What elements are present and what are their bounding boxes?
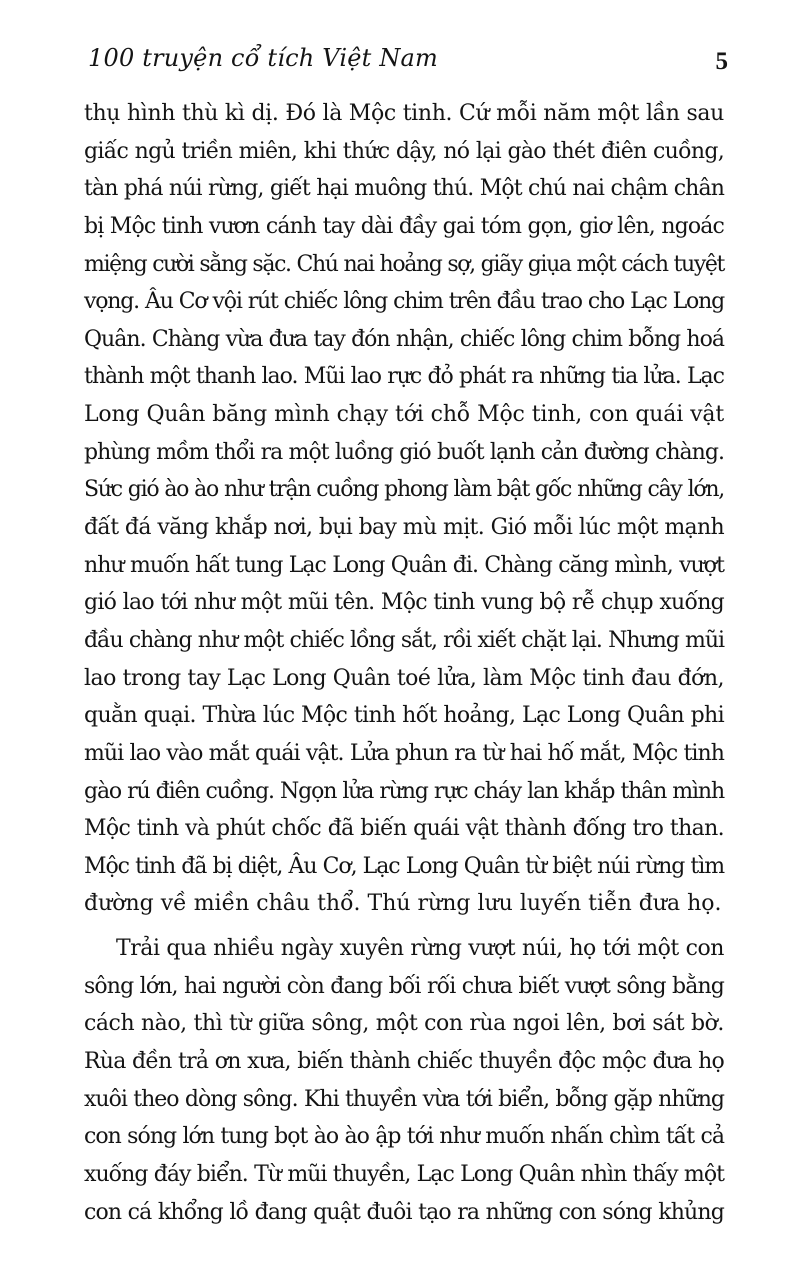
text-line: xuống đáy biển. Từ mũi thuyền, Lạc Long Quân nhìn thấy một bbox=[84, 1161, 724, 1187]
paragraph-1 bbox=[84, 95, 724, 923]
text-line: thành một thanh lao. Mũi lao rực đỏ phát ra những tia lửa. Lạc bbox=[84, 364, 724, 390]
text-line: sông lớn, hai người còn đang bối rối chưa biết vượt sông bằng bbox=[84, 973, 724, 999]
paragraph-gap bbox=[84, 923, 724, 930]
text-line: đầu chàng như một chiếc lồng sắt, rồi xiết chặt lại. Nhưng mũi bbox=[84, 627, 724, 653]
text-line: lao trong tay Lạc Long Quân toé lửa, làm Mộc tinh đau đớn, bbox=[84, 665, 724, 691]
text-line: miệng cười sằng sặc. Chú nai hoảng sợ, giãy giụa một cách tuyệt bbox=[84, 251, 724, 277]
text-line: phùng mồm thổi ra một luồng gió buốt lạnh cản đường chàng. bbox=[84, 439, 724, 465]
text-line: con cá khổng lồ đang quật đuôi tạo ra những con sóng khủng bbox=[84, 1199, 724, 1225]
text-line: Mộc tinh và phút chốc đã biến quái vật thành đống tro than. bbox=[84, 816, 724, 842]
text-line: thụ hình thù kì dị. Đó là Mộc tinh. Cứ mỗi năm một lần sau bbox=[84, 101, 724, 126]
text-line: đường về miền châu thổ. Thú rừng lưu luyến tiễn đưa họ. bbox=[84, 891, 722, 917]
text-line: tàn phá núi rừng, giết hại muông thú. Một chú nai chậm chân bbox=[84, 176, 724, 202]
text-line: Long Quân băng mình chạy tới chỗ Mộc tinh, con quái vật bbox=[84, 402, 724, 428]
paragraph-2 bbox=[84, 930, 724, 1231]
text-line: Sức gió ào ào như trận cuồng phong làm bật gốc những cây lớn, bbox=[84, 477, 724, 503]
text-line: con sóng lớn tung bọt ào ào ập tới như muốn nhấn chìm tất cả bbox=[84, 1124, 724, 1150]
page-number: 5 bbox=[715, 48, 728, 75]
text-line: đất đá văng khắp nơi, bụi bay mù mịt. Gió mỗi lúc một mạnh bbox=[84, 515, 724, 541]
running-title: 100 truyện cổ tích Việt Nam bbox=[88, 44, 438, 72]
text-line: như muốn hất tung Lạc Long Quân đi. Chàng căng mình, vượt bbox=[84, 552, 724, 578]
text-line: xuôi theo dòng sông. Khi thuyền vừa tới biển, bỗng gặp những bbox=[84, 1086, 724, 1112]
text-line: cách nào, thì từ giữa sông, một con rùa ngoi lên, bơi sát bờ. bbox=[84, 1011, 724, 1037]
text-line: gào rú điên cuồng. Ngọn lửa rừng rực cháy lan khắp thân mình bbox=[84, 778, 724, 804]
text-line: mũi lao vào mắt quái vật. Lửa phun ra từ hai hố mắt, Mộc tinh bbox=[84, 740, 724, 766]
text-line: gió lao tới như một mũi tên. Mộc tinh vung bộ rễ chụp xuống bbox=[84, 590, 724, 616]
text-line: giấc ngủ triền miên, khi thức dậy, nó lại gào thét điên cuồng, bbox=[84, 138, 724, 164]
text-line: Quân. Chàng vừa đưa tay đón nhận, chiếc lông chim bỗng hoá bbox=[84, 326, 724, 352]
text-line: bị Mộc tinh vươn cánh tay dài đầy gai tóm gọn, giơ lên, ngoác bbox=[84, 213, 724, 239]
text-line: quằn quại. Thừa lúc Mộc tinh hốt hoảng, Lạc Long Quân phi bbox=[84, 703, 724, 729]
text-line: vọng. Âu Cơ vội rút chiếc lông chim trên đầu trao cho Lạc Long bbox=[84, 289, 724, 315]
text-line: Rùa đền trả ơn xưa, biến thành chiếc thuyền độc mộc đưa họ bbox=[84, 1049, 724, 1075]
body-text bbox=[84, 95, 724, 1231]
page-header bbox=[88, 44, 728, 84]
text-line: Trải qua nhiều ngày xuyên rừng vượt núi, họ tới một con bbox=[116, 936, 724, 962]
text-line: Mộc tinh đã bị diệt, Âu Cơ, Lạc Long Quân từ biệt núi rừng tìm bbox=[84, 853, 724, 879]
